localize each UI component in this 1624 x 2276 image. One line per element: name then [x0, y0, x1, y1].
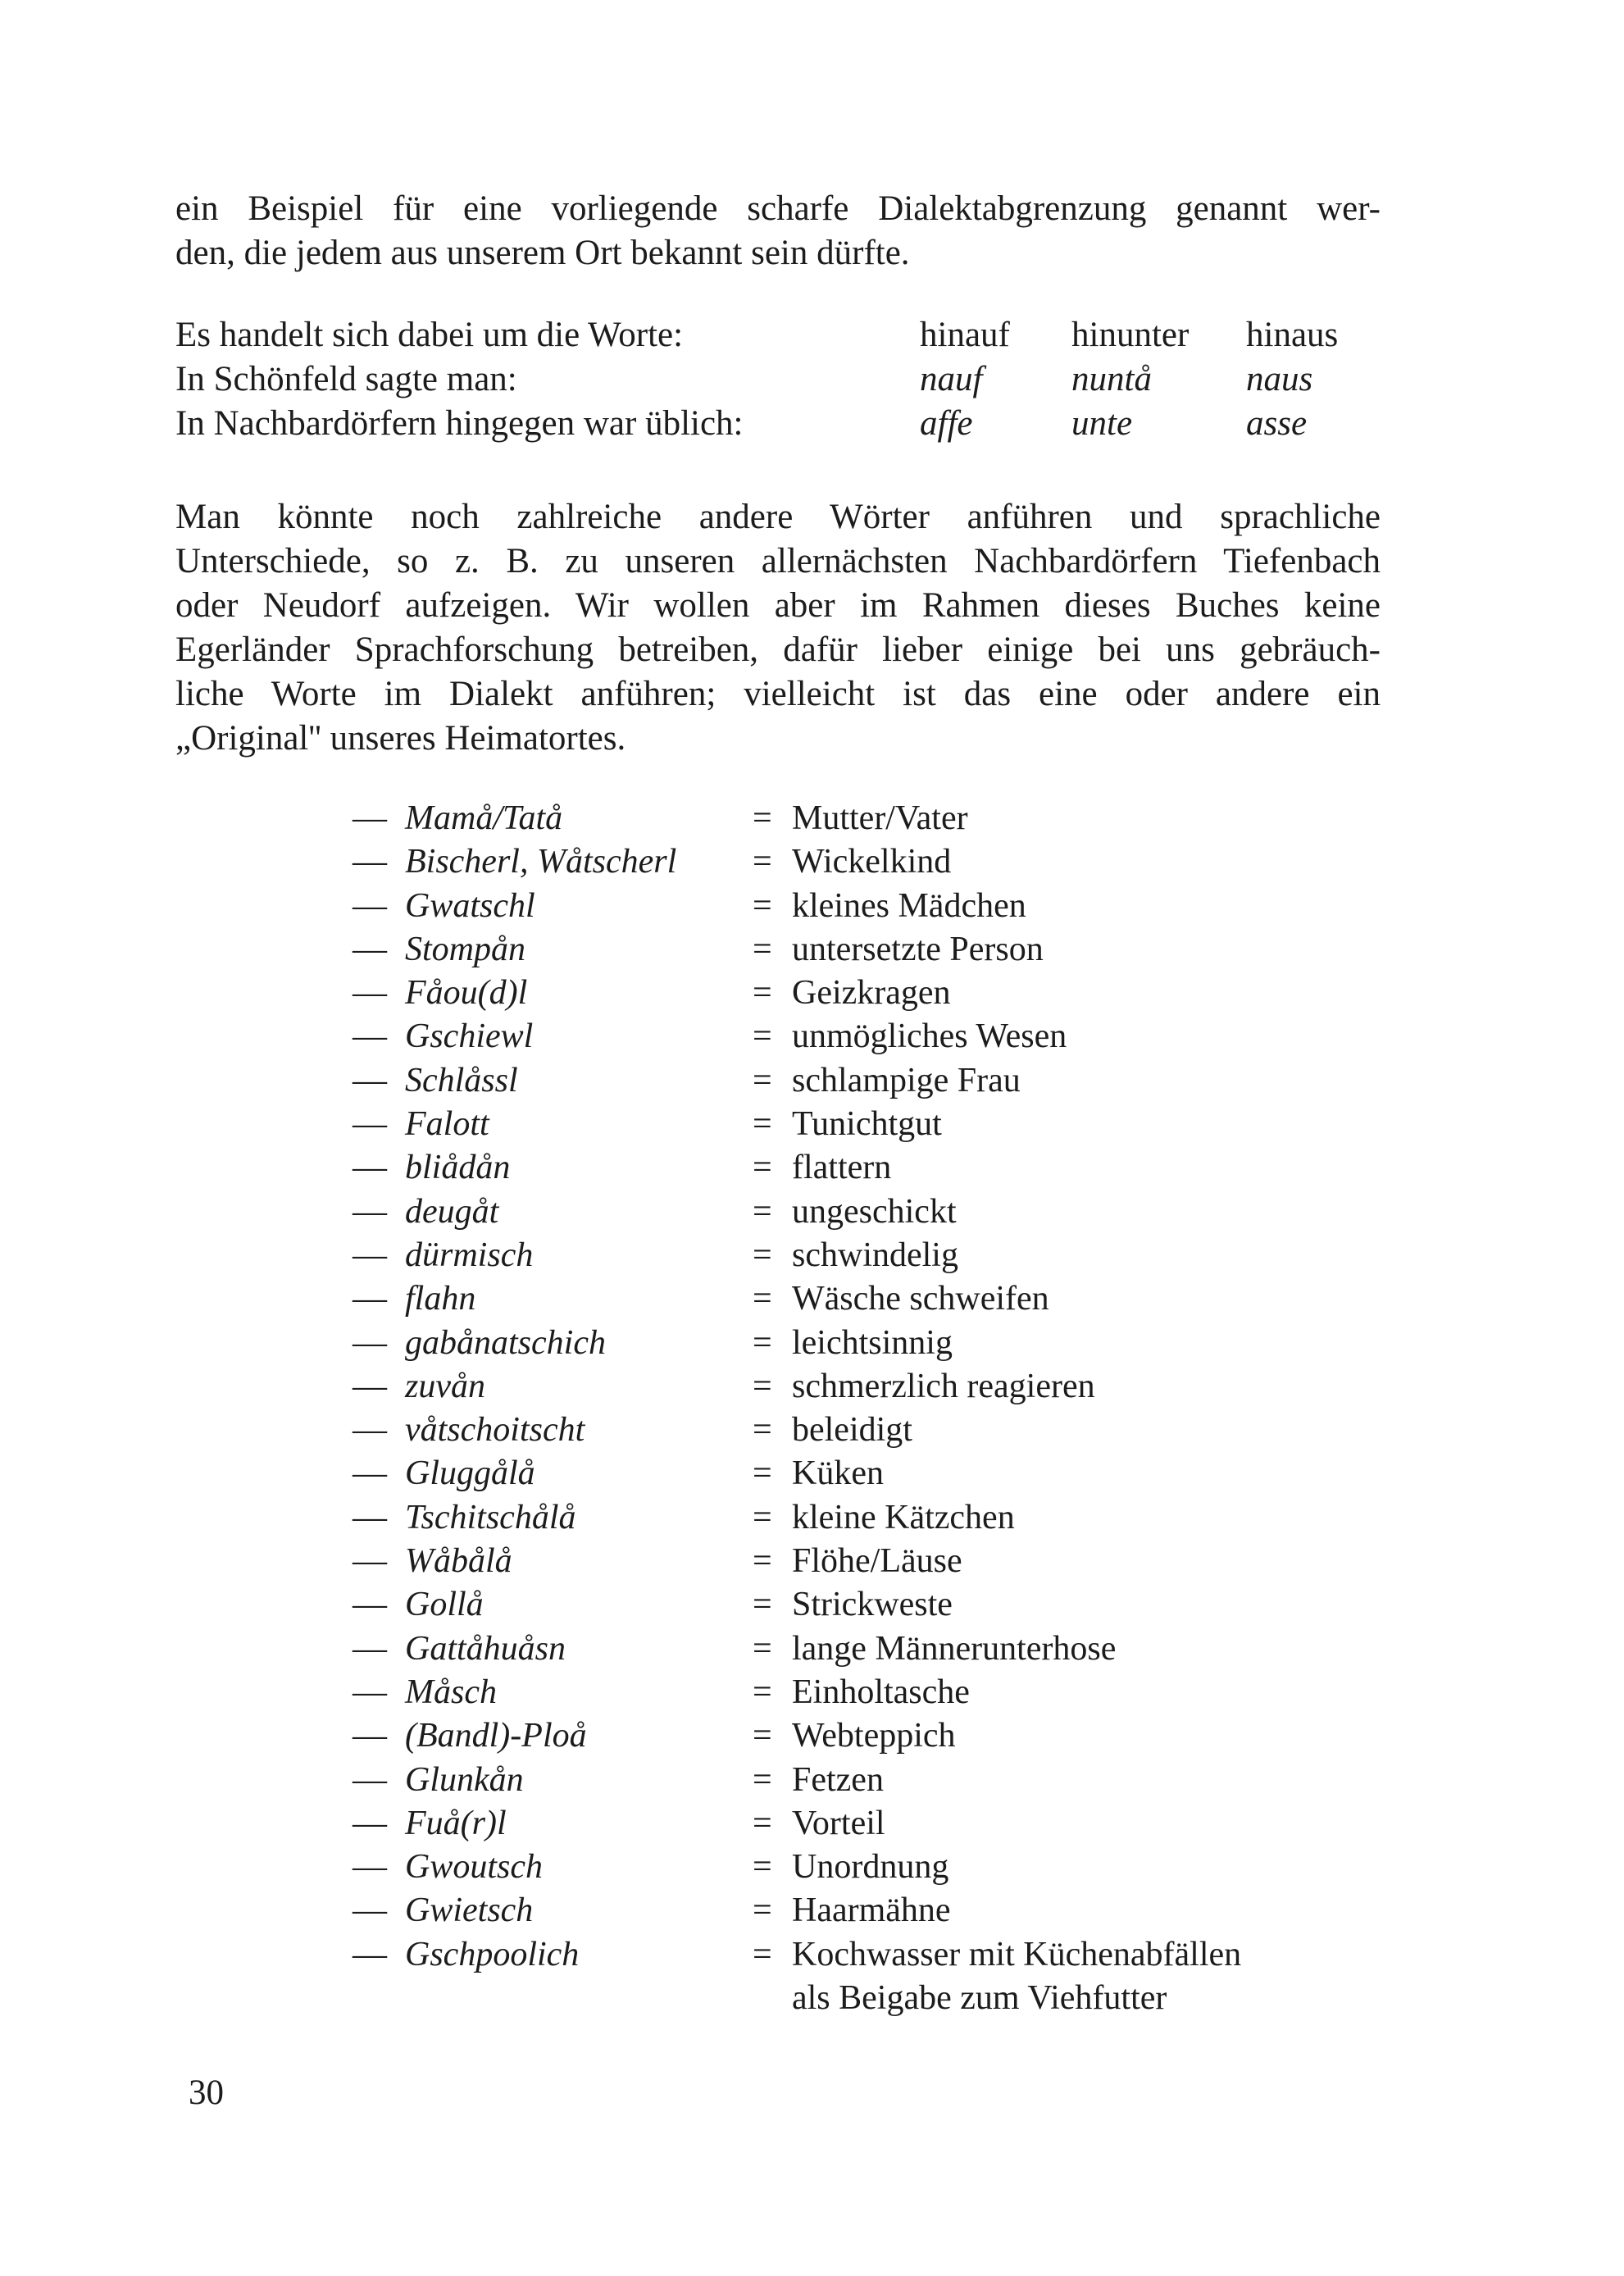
glossary-equals: =	[753, 974, 772, 1013]
glossary-row	[353, 1323, 1385, 1367]
glossary-dash: —	[353, 1411, 387, 1450]
glossary-equals: =	[753, 1804, 772, 1842]
glossary-dash: —	[353, 1454, 387, 1493]
glossary-term: Gattåhuåsn	[405, 1629, 566, 1668]
comparison-table	[175, 315, 1381, 448]
glossary-equals: =	[753, 1411, 772, 1450]
glossary-dash: —	[353, 1586, 387, 1624]
glossary-dash: —	[353, 1848, 387, 1887]
glossary-dash: —	[353, 1236, 387, 1274]
glossary-meaning: beleidigt	[792, 1411, 912, 1450]
glossary-equals: =	[753, 1542, 772, 1581]
glossary-row	[353, 1148, 1385, 1191]
body-line: liche Worte im Dialekt anführen; vielleicht ist das eine oder andere ein	[175, 675, 1381, 713]
body-line: oder Neudorf aufzeigen. Wir wollen aber im Rahmen dieses Buches keine	[175, 586, 1381, 625]
glossary-equals: =	[753, 1760, 772, 1799]
comparison-label: In Schönfeld sagte man:	[175, 360, 517, 398]
glossary-meaning: Wickelkind	[792, 843, 952, 881]
glossary-row	[353, 1716, 1385, 1759]
glossary-dash: —	[353, 974, 387, 1013]
comparison-word: nuntå	[1071, 360, 1152, 398]
glossary-meaning: Küken	[792, 1454, 884, 1493]
glossary-dash: —	[353, 1804, 387, 1842]
glossary-row	[353, 1104, 1385, 1148]
glossary-equals: =	[753, 1236, 772, 1274]
glossary-dash: —	[353, 1061, 387, 1099]
glossary-meaning: Webteppich	[792, 1717, 956, 1755]
glossary-dash: —	[353, 843, 387, 881]
glossary-row	[353, 1410, 1385, 1454]
glossary-meaning: Fetzen	[792, 1760, 884, 1799]
glossary-row	[353, 842, 1385, 885]
glossary-dash: —	[353, 1323, 387, 1362]
glossary-equals: =	[753, 843, 772, 881]
glossary-row	[353, 1236, 1385, 1279]
glossary-meaning: lange Männerunterhose	[792, 1629, 1117, 1668]
comparison-label: Es handelt sich dabei um die Worte:	[175, 316, 684, 354]
glossary-row	[353, 973, 1385, 1017]
glossary-equals: =	[753, 1935, 772, 1973]
glossary-meaning: kleine Kätzchen	[792, 1498, 1015, 1536]
comparison-word: asse	[1246, 404, 1308, 443]
intro-line: den, die jedem aus unserem Ort bekannt sein dürfte.	[175, 234, 910, 272]
glossary-continuation-row	[353, 1978, 1385, 2022]
glossary-term: zuvån	[405, 1367, 485, 1405]
glossary-equals: =	[753, 1498, 772, 1536]
glossary-term: flahn	[405, 1280, 476, 1318]
glossary-row	[353, 799, 1385, 842]
glossary-dash: —	[353, 1367, 387, 1405]
glossary-term: Glunkån	[405, 1760, 524, 1799]
glossary-term: deugåt	[405, 1192, 499, 1231]
comparison-word: hinauf	[920, 316, 1010, 354]
glossary-row	[353, 1017, 1385, 1060]
glossary-row	[353, 1585, 1385, 1628]
glossary-row	[353, 1804, 1385, 1847]
intro-line: ein Beispiel für eine vorliegende scharfe Dialektabgrenzung genannt wer-	[175, 189, 1381, 228]
body-line: Egerländer Sprachforschung betreiben, dafür lieber einige bei uns gebräuch-	[175, 630, 1381, 669]
glossary-equals: =	[753, 1061, 772, 1099]
glossary-dash: —	[353, 799, 387, 837]
glossary-term: Stompån	[405, 930, 525, 968]
comparison-word: naus	[1246, 360, 1313, 398]
glossary-equals: =	[753, 1149, 772, 1187]
glossary-meaning: Vorteil	[792, 1804, 885, 1842]
glossary-equals: =	[753, 1105, 772, 1144]
body-line: Man könnte noch zahlreiche andere Wörter anführen und sprachliche	[175, 498, 1381, 536]
glossary-row	[353, 1935, 1385, 1978]
glossary-equals: =	[753, 1454, 772, 1493]
glossary-row	[353, 886, 1385, 930]
glossary-term: Mamå/Tatå	[405, 799, 563, 837]
glossary-term: Fuå(r)l	[405, 1804, 507, 1842]
glossary-term: gabånatschich	[405, 1323, 606, 1362]
glossary-dash: —	[353, 886, 387, 925]
glossary-row	[353, 1367, 1385, 1410]
glossary-meaning: Flöhe/Läuse	[792, 1542, 962, 1581]
glossary-term: Gluggålå	[405, 1454, 535, 1493]
body-paragraph	[175, 495, 1381, 761]
glossary-row	[353, 1192, 1385, 1236]
glossary-meaning: Haarmähne	[792, 1891, 951, 1930]
page-number: 30	[189, 2073, 224, 2112]
glossary-row	[353, 1760, 1385, 1804]
glossary-dash: —	[353, 1935, 387, 1973]
glossary-dash: —	[353, 1149, 387, 1187]
glossary-dash: —	[353, 1760, 387, 1799]
glossary-dash: —	[353, 930, 387, 968]
glossary-term: Gwietsch	[405, 1891, 534, 1930]
glossary-equals: =	[753, 1629, 772, 1668]
glossary-meaning: schlampige Frau	[792, 1061, 1021, 1099]
glossary-term: dürmisch	[405, 1236, 534, 1274]
glossary-meaning: Unordnung	[792, 1848, 949, 1887]
glossary-dash: —	[353, 1542, 387, 1581]
glossary-term: Schlåssl	[405, 1061, 518, 1099]
glossary-dash: —	[353, 1017, 387, 1056]
glossary-equals: =	[753, 1586, 772, 1624]
glossary-meaning: Tunichtgut	[792, 1105, 942, 1144]
glossary-dash: —	[353, 1192, 387, 1231]
glossary-meaning: kleines Mädchen	[792, 886, 1026, 925]
glossary-term: Måsch	[405, 1673, 497, 1711]
comparison-word: affe	[920, 404, 973, 443]
glossary-term: våtschoitscht	[405, 1411, 585, 1450]
glossary-term: Wåbålå	[405, 1542, 512, 1581]
dialect-glossary	[353, 799, 1385, 2022]
glossary-meaning-continuation: als Beigabe zum Viehfutter	[792, 1979, 1167, 2018]
glossary-row	[353, 1279, 1385, 1322]
glossary-meaning: ungeschickt	[792, 1192, 957, 1231]
glossary-dash: —	[353, 1891, 387, 1930]
glossary-row	[353, 1673, 1385, 1716]
glossary-row	[353, 930, 1385, 973]
glossary-term: Gollå	[405, 1586, 484, 1624]
glossary-term: Gwatschl	[405, 886, 535, 925]
glossary-term: (Bandl)-Ploå	[405, 1717, 587, 1755]
glossary-term: Gwoutsch	[405, 1848, 543, 1887]
comparison-word: hinunter	[1071, 316, 1190, 354]
glossary-meaning: unmögliches Wesen	[792, 1017, 1067, 1056]
glossary-row	[353, 1891, 1385, 1934]
glossary-equals: =	[753, 1673, 772, 1711]
glossary-row	[353, 1061, 1385, 1104]
glossary-equals: =	[753, 799, 772, 837]
glossary-row	[353, 1847, 1385, 1891]
comparison-word: hinaus	[1246, 316, 1339, 354]
glossary-term: Tschitschålå	[405, 1498, 576, 1536]
glossary-term: Falott	[405, 1105, 489, 1144]
glossary-meaning: schmerzlich reagieren	[792, 1367, 1095, 1405]
glossary-term: bliådån	[405, 1149, 511, 1187]
glossary-equals: =	[753, 1192, 772, 1231]
glossary-row	[353, 1498, 1385, 1541]
glossary-dash: —	[353, 1673, 387, 1711]
glossary-equals: =	[753, 1280, 772, 1318]
glossary-meaning: Geizkragen	[792, 974, 951, 1013]
glossary-equals: =	[753, 930, 772, 968]
glossary-meaning: Kochwasser mit Küchenabfällen	[792, 1935, 1242, 1973]
glossary-equals: =	[753, 1891, 772, 1930]
comparison-row	[175, 359, 1381, 403]
glossary-equals: =	[753, 1323, 772, 1362]
glossary-equals: =	[753, 1017, 772, 1056]
glossary-equals: =	[753, 1717, 772, 1755]
glossary-meaning: flattern	[792, 1149, 892, 1187]
glossary-meaning: leichtsinnig	[792, 1323, 953, 1362]
glossary-row	[353, 1541, 1385, 1585]
glossary-meaning: Strickweste	[792, 1586, 953, 1624]
glossary-equals: =	[753, 1367, 772, 1405]
glossary-meaning: schwindelig	[792, 1236, 958, 1274]
comparison-word: unte	[1071, 404, 1133, 443]
glossary-term: Bischerl, Wåtscherl	[405, 843, 677, 881]
comparison-word: nauf	[920, 360, 983, 398]
glossary-term: Gschiewl	[405, 1017, 534, 1056]
glossary-row	[353, 1454, 1385, 1497]
glossary-equals: =	[753, 886, 772, 925]
comparison-row	[175, 403, 1381, 448]
glossary-equals: =	[753, 1848, 772, 1887]
glossary-dash: —	[353, 1105, 387, 1144]
glossary-dash: —	[353, 1498, 387, 1536]
comparison-label: In Nachbardörfern hingegen war üblich:	[175, 404, 744, 443]
glossary-meaning: Einholtasche	[792, 1673, 970, 1711]
glossary-row	[353, 1629, 1385, 1673]
comparison-row	[175, 315, 1381, 359]
glossary-term: Fåou(d)l	[405, 974, 528, 1013]
body-line: „Original'' unseres Heimatortes.	[175, 719, 626, 758]
glossary-dash: —	[353, 1280, 387, 1318]
glossary-dash: —	[353, 1717, 387, 1755]
glossary-meaning: Mutter/Vater	[792, 799, 968, 837]
intro-paragraph	[175, 187, 1381, 275]
glossary-meaning: untersetzte Person	[792, 930, 1044, 968]
glossary-term: Gschpoolich	[405, 1935, 580, 1973]
body-line: Unterschiede, so z. B. zu unseren allernächsten Nachbardörfern Tiefenbach	[175, 542, 1381, 580]
glossary-meaning: Wäsche schweifen	[792, 1280, 1049, 1318]
glossary-dash: —	[353, 1629, 387, 1668]
